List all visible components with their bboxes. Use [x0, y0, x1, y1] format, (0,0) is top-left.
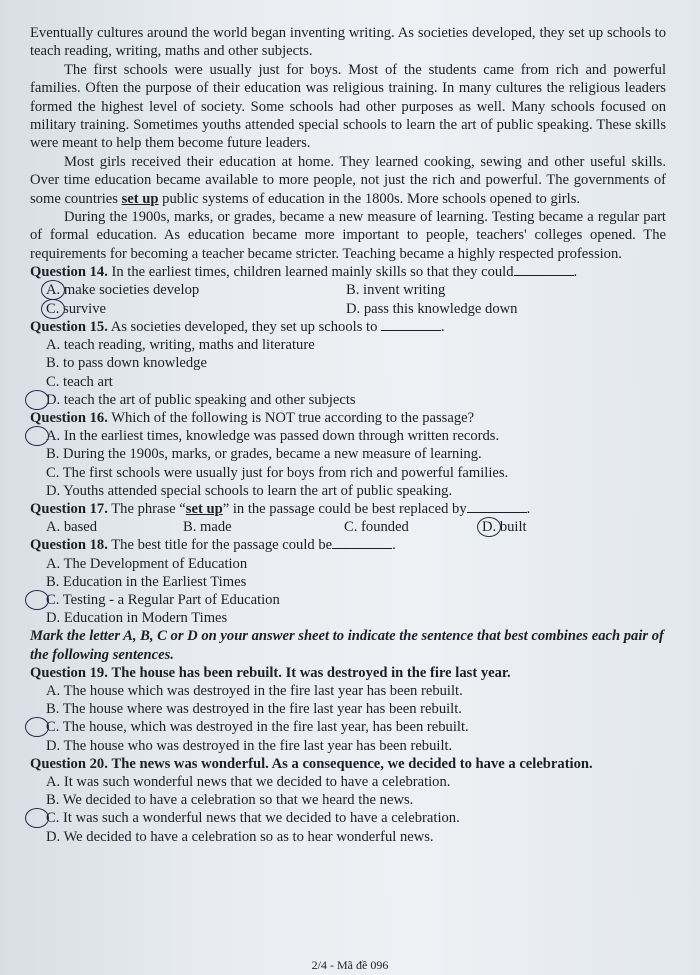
option-16-c[interactable]: C. The first schools were usually just for boys from rich and powerful families. [46, 464, 509, 481]
option-14-a[interactable]: A. make societies develop [46, 281, 346, 299]
question-15-end: . [441, 318, 445, 335]
question-20 [30, 755, 666, 846]
p3-before: Most girls received their education at home. They learned cooking, sewing and other useful skills. Over time education became available to more people, not just the rich and powerful. The governments of some countries [30, 153, 666, 207]
option-15-d[interactable]: D. teach the art of public speaking and other subjects [30, 391, 666, 409]
option-14-c[interactable]: C. survive [46, 300, 346, 318]
question-14-end: . [573, 264, 578, 281]
answer-blank [467, 500, 527, 513]
passage-paragraph-1: Eventually cultures around the world began inventing writing. As societies developed, they set up schools to teach reading, writing, maths and other subjects. [30, 25, 666, 60]
question-19-text: The house has been rebuilt. It was destroyed in the fire last year. [111, 664, 511, 681]
reading-passage [30, 24, 666, 263]
option-19-d[interactable]: D. The house who was destroyed in the fire last year has been rebuilt. [46, 737, 453, 754]
option-17-a[interactable]: A. based [46, 519, 98, 536]
option-19-b[interactable]: B. The house where was destroyed in the fire last year has been rebuilt. [46, 701, 462, 718]
p3-after: public systems of education in the 1800s. More schools opened to girls. [158, 190, 581, 207]
question-18-text: The best title for the passage could be [111, 537, 333, 554]
page-footer: 2/4 - Mã đề 096 [311, 958, 389, 972]
option-16-d[interactable]: D. Youths attended special schools to learn the art of public speaking. [46, 482, 453, 499]
option-20-b[interactable]: B. We decided to have a celebration so that we heard the news. [46, 792, 414, 809]
option-17-c[interactable]: C. founded [344, 519, 409, 536]
question-15 [30, 318, 666, 409]
option-15-b[interactable]: B. to pass down knowledge [46, 355, 207, 372]
option-15-a[interactable]: A. teach reading, writing, maths and literature [46, 337, 315, 354]
question-15-label: Question 15. [30, 318, 108, 335]
question-17-text-before: The phrase “ [111, 500, 186, 517]
passage-paragraph-3 [30, 153, 666, 208]
option-14-d[interactable]: D. pass this knowledge down [346, 300, 518, 317]
question-20-label: Question 20. [30, 755, 108, 772]
option-16-a[interactable]: A. In the earliest times, knowledge was passed down through written records. [30, 427, 666, 445]
question-14-label: Question 14. [30, 264, 108, 281]
question-14-text: In the earliest times, children learned mainly skills so that they could [111, 264, 514, 281]
question-14 [30, 263, 666, 318]
question-17-end: . [526, 500, 531, 517]
option-18-c[interactable]: C. Testing - a Regular Part of Education [30, 591, 666, 609]
option-16-b[interactable]: B. During the 1900s, marks, or grades, became a new measure of learning. [46, 446, 482, 463]
question-16-label: Question 16. [30, 409, 108, 426]
question-20-text: The news was wonderful. As a consequence, we decided to have a celebration. [111, 755, 593, 772]
answer-blank [514, 263, 574, 276]
option-18-d[interactable]: D. Education in Modern Times [46, 610, 228, 627]
option-19-a[interactable]: A. The house which was destroyed in the fire last year has been rebuilt. [46, 682, 463, 699]
option-14-b[interactable]: B. invent writing [346, 282, 446, 299]
answer-blank [332, 536, 392, 549]
question-16 [30, 409, 666, 500]
question-19 [30, 664, 666, 755]
question-18 [30, 536, 666, 627]
section-instruction: Mark the letter A, B, C or D on your answer sheet to indicate the sentence that best combines each pair of the following sentences. [30, 628, 664, 663]
options-row [30, 518, 666, 536]
question-19-label: Question 19. [30, 664, 108, 681]
question-17 [30, 500, 666, 536]
question-18-end: . [392, 537, 396, 554]
question-17-text-after: ” in the passage could be best replaced by [222, 500, 467, 517]
option-17-d[interactable]: D. built [482, 519, 527, 536]
option-20-d[interactable]: D. We decided to have a celebration so as to hear wonderful news. [46, 828, 434, 845]
option-20-c[interactable]: C. It was such a wonderful news that we decided to have a celebration. [30, 809, 666, 827]
question-15-text: As societies developed, they set up schools to [110, 318, 378, 335]
answer-blank [381, 318, 441, 331]
option-18-a[interactable]: A. The Development of Education [46, 555, 248, 572]
options-row [30, 300, 666, 318]
option-18-b[interactable]: B. Education in the Earliest Times [46, 573, 247, 590]
option-17-b[interactable]: B. made [183, 519, 232, 536]
options-row [30, 281, 666, 299]
option-20-a[interactable]: A. It was such wonderful news that we decided to have a celebration. [46, 773, 451, 790]
option-19-c[interactable]: C. The house, which was destroyed in the fire last year, has been rebuilt. [30, 718, 666, 736]
passage-paragraph-2: The first schools were usually just for boys. Most of the students came from rich and powerful families. Often the purpose of their education was religious training. In many cultures the religious leaders formed the highest level of society. Some schools had other purposes as well. Many schools focused on military training. Sometimes youths attended special schools to learn the art of public speaking. These skills were meant to help them become future leaders. [30, 61, 666, 152]
question-17-label: Question 17. [30, 500, 108, 517]
question-16-text: Which of the following is NOT true according to the passage? [111, 409, 475, 426]
question-18-label: Question 18. [30, 537, 108, 554]
option-15-c[interactable]: C. teach art [46, 373, 113, 390]
p3-set-up-phrase: set up [121, 190, 159, 207]
question-17-phrase: set up [185, 500, 223, 517]
passage-paragraph-4: During the 1900s, marks, or grades, became a new measure of learning. Testing became a regular part of formal education. As education became more important to people, teachers' colleges opened. The requirements for becoming a teacher became stricter. Teaching became a highly respected profession. [30, 209, 666, 262]
